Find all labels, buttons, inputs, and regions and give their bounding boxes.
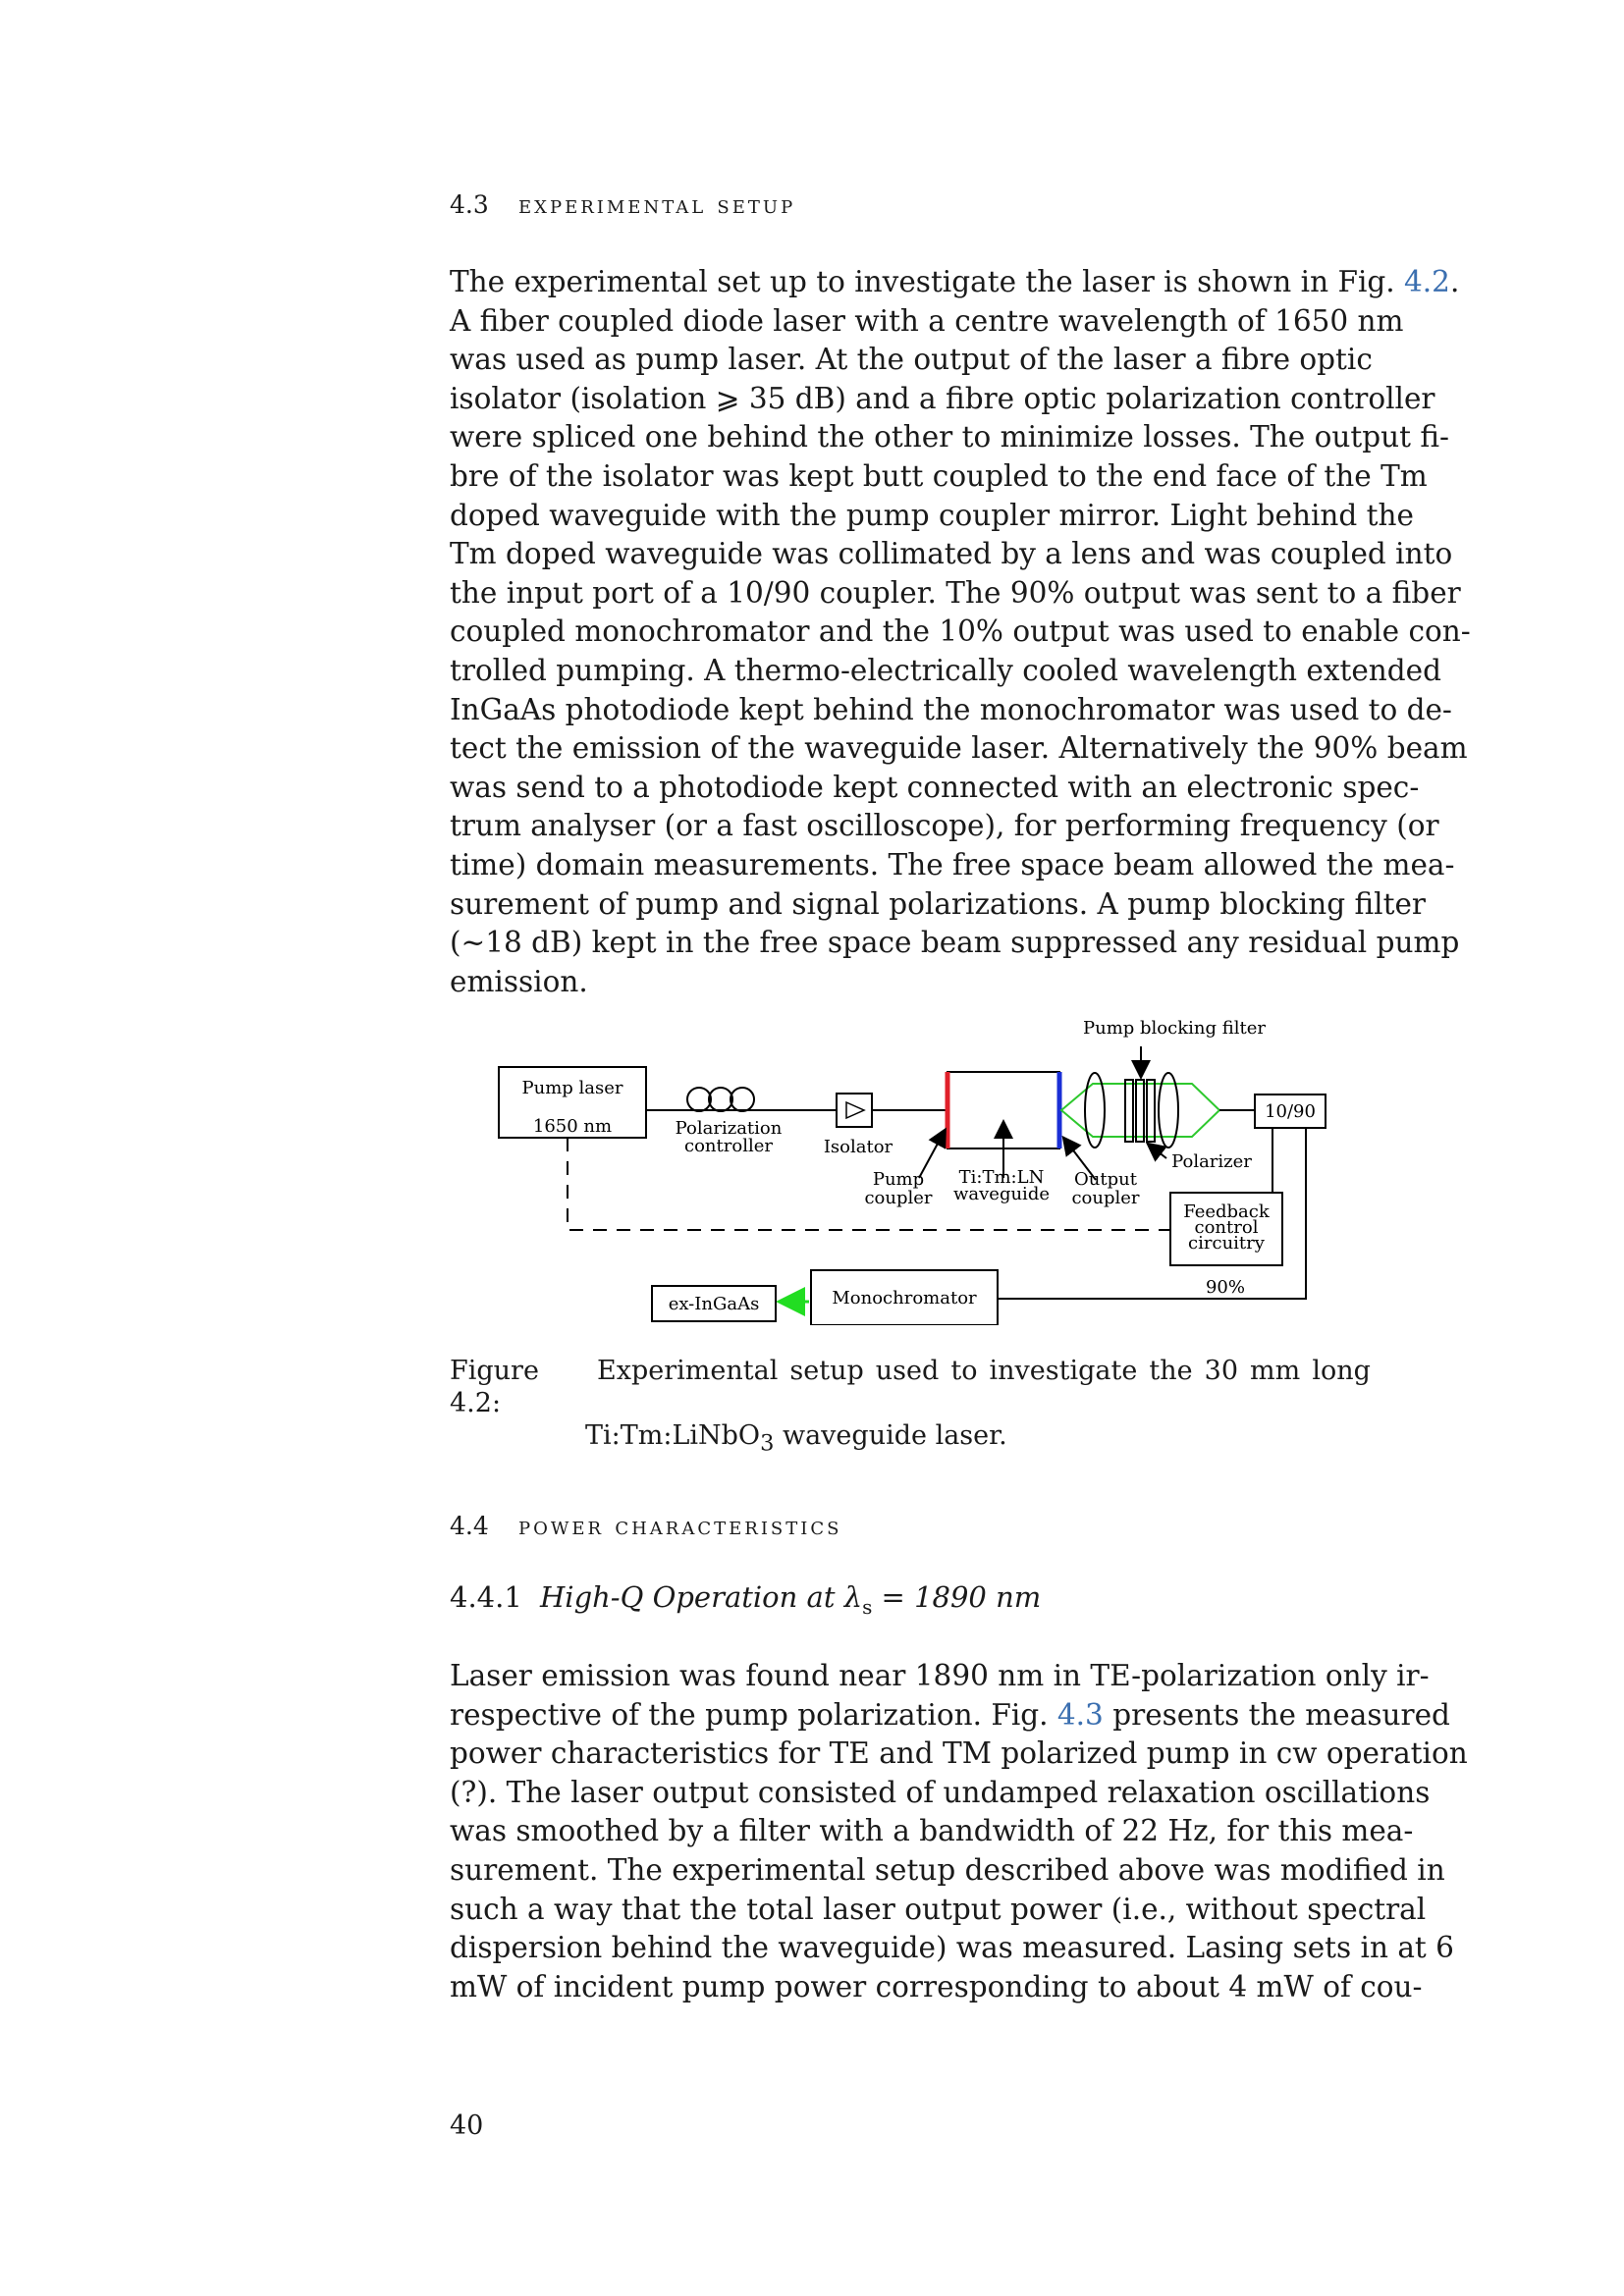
section-number: 4.4 xyxy=(450,1512,489,1540)
pump-wavelength-label: 1650 nm xyxy=(532,1116,613,1137)
text-line: the input port of a 10/90 coupler. The 90% output was sent to a fiber xyxy=(450,575,1461,610)
subsection-title-suffix: = 1890 nm xyxy=(872,1580,1042,1614)
pump-coupler-label-2: coupler xyxy=(864,1188,933,1208)
body-paragraph-1 xyxy=(450,263,1471,1001)
subsection-heading-4-4-1 xyxy=(450,1580,1041,1619)
caption-subscript: 3 xyxy=(760,1430,775,1457)
body-paragraph-2 xyxy=(450,1657,1468,2006)
text-line: The experimental set up to investigate the laser is shown in Fig. 4.2. xyxy=(450,265,1460,298)
polarization-loop-2 xyxy=(709,1088,732,1111)
caption-word: mm xyxy=(1250,1356,1301,1386)
caption-word: long xyxy=(1312,1356,1371,1386)
text-line: surement. The experimental setup described above was modified in xyxy=(450,1852,1445,1887)
caption-word: setup xyxy=(789,1356,864,1386)
caption-label: Figure 4.2: xyxy=(450,1356,539,1418)
caption-material: Ti:Tm:LiNbO xyxy=(585,1420,761,1451)
text-line: bre of the isolator was kept butt coupled to the end face of the Tm xyxy=(450,458,1428,493)
text-line: InGaAs photodiode kept behind the monochromator was used to de- xyxy=(450,692,1452,726)
ninety-percent-label: 90% xyxy=(1205,1277,1246,1298)
page-number: 40 xyxy=(450,2110,484,2141)
coupler-label: 10/90 xyxy=(1265,1101,1316,1122)
polarization-loop-3 xyxy=(731,1088,754,1111)
text-line: was smoothed by a filter with a bandwidth of 22 Hz, for this mea- xyxy=(450,1814,1414,1848)
isolator-box xyxy=(837,1094,872,1127)
text-line: time) domain measurements. The free space beam allowed the mea- xyxy=(450,847,1455,881)
text-line: power characteristics for TE and TM polarized pump in cw operation xyxy=(450,1736,1468,1771)
section-heading-4-4 xyxy=(450,1512,841,1541)
pump-blocking-filter-label: Pump blocking filter xyxy=(1083,1018,1266,1039)
section-title: experimental setup xyxy=(518,190,796,220)
feedback-label-1: Feedback xyxy=(1183,1201,1270,1222)
experimental-setup-figure xyxy=(481,1011,1345,1325)
text-line: (?). The laser output consisted of undamped relaxation oscillations xyxy=(450,1775,1431,1809)
waveguide-label-1: Ti:Tm:LN xyxy=(958,1167,1045,1188)
polarizer-arrow xyxy=(1149,1145,1166,1158)
caption-word: 30 xyxy=(1204,1356,1238,1386)
text-line: trum analyser (or a fast oscilloscope), for performing frequency (or xyxy=(450,809,1439,843)
pump-blocking-filter-1 xyxy=(1125,1080,1133,1142)
text-line: tect the emission of the waveguide laser. Alternatively the 90% beam xyxy=(450,731,1468,766)
caption-line-1 xyxy=(450,1355,1371,1419)
waveguide-label-2: waveguide xyxy=(952,1184,1051,1204)
subsection-title: High-Q Operation at λ xyxy=(540,1580,863,1614)
text-line: coupled monochromator and the 10% output was used to enable con- xyxy=(450,614,1471,649)
caption-word: investigate xyxy=(989,1356,1138,1386)
caption-line-2 xyxy=(450,1419,1371,1460)
pump-coupler-label-1: Pump xyxy=(872,1169,925,1190)
section-heading-4-3 xyxy=(450,190,795,220)
output-coupler-label-1: Output xyxy=(1074,1169,1137,1190)
isolator-label: Isolator xyxy=(823,1137,893,1157)
polarization-label-1: Polarization xyxy=(675,1118,783,1139)
polarizer-label: Polarizer xyxy=(1171,1151,1252,1172)
subsection-subscript: s xyxy=(862,1594,873,1619)
text-line: such a way that the total laser output power (i.e., without spectral xyxy=(450,1892,1427,1926)
text-line: Laser emission was found near 1890 nm in TE-polarization only ir- xyxy=(450,1659,1430,1692)
pump-blocking-filter-2 xyxy=(1136,1080,1144,1142)
text-line: dispersion behind the waveguide) was measured. Lasing sets in at 6 xyxy=(450,1931,1454,1965)
pump-laser-label: Pump laser xyxy=(521,1078,623,1098)
figure-caption xyxy=(450,1355,1371,1460)
text-line: mW of incident pump power corresponding to about 4 mW of cou- xyxy=(450,1969,1423,2003)
output-coupler-label-2: coupler xyxy=(1071,1188,1140,1208)
caption-word: Experimental xyxy=(597,1356,779,1386)
caption-word: the xyxy=(1149,1356,1193,1386)
figure-reference-link[interactable]: 4.2 xyxy=(1404,265,1450,298)
text-line: were spliced one behind the other to minimize losses. The output fi- xyxy=(450,420,1449,454)
monochromator-label: Monochromator xyxy=(832,1288,977,1308)
polarization-label-2: controller xyxy=(684,1136,773,1156)
text-line: Tm doped waveguide was collimated by a lens and was coupled into xyxy=(450,537,1453,571)
polarization-loop-1 xyxy=(687,1088,711,1111)
section-number: 4.3 xyxy=(450,190,489,219)
caption-word: used xyxy=(875,1356,940,1386)
detector-label: ex-InGaAs xyxy=(668,1294,760,1314)
subsection-number: 4.4.1 xyxy=(450,1580,522,1614)
polarizer-element xyxy=(1147,1080,1155,1142)
text-line: respective of the pump polarization. Fig. 4.3 presents the measured xyxy=(450,1697,1450,1732)
caption-suffix: waveguide laser. xyxy=(774,1420,1007,1451)
text-line: (∼18 dB) kept in the free space beam suppressed any residual pump xyxy=(450,926,1460,960)
text-line: trolled pumping. A thermo-electrically cooled wavelength extended xyxy=(450,653,1442,687)
text-line: isolator (isolation ⩾ 35 dB) and a fibre optic polarization controller xyxy=(450,381,1435,415)
feedback-label-3: circuitry xyxy=(1188,1233,1265,1254)
feedback-label-2: control xyxy=(1194,1217,1259,1238)
text-line: was send to a photodiode kept connected with an electronic spec- xyxy=(450,770,1420,804)
text-line: emission. xyxy=(450,964,588,998)
figure-reference-link[interactable]: 4.3 xyxy=(1056,1697,1104,1732)
text-line: was used as pump laser. At the output of the laser a fibre optic xyxy=(450,343,1373,377)
caption-word: to xyxy=(950,1356,978,1386)
text-line: A fiber coupled diode laser with a centre wavelength of 1650 nm xyxy=(450,303,1404,338)
text-line: surement of pump and signal polarizations. A pump blocking filter xyxy=(450,886,1427,921)
section-title: power characteristics xyxy=(518,1512,842,1541)
text-line: doped waveguide with the pump coupler mirror. Light behind the xyxy=(450,498,1414,532)
